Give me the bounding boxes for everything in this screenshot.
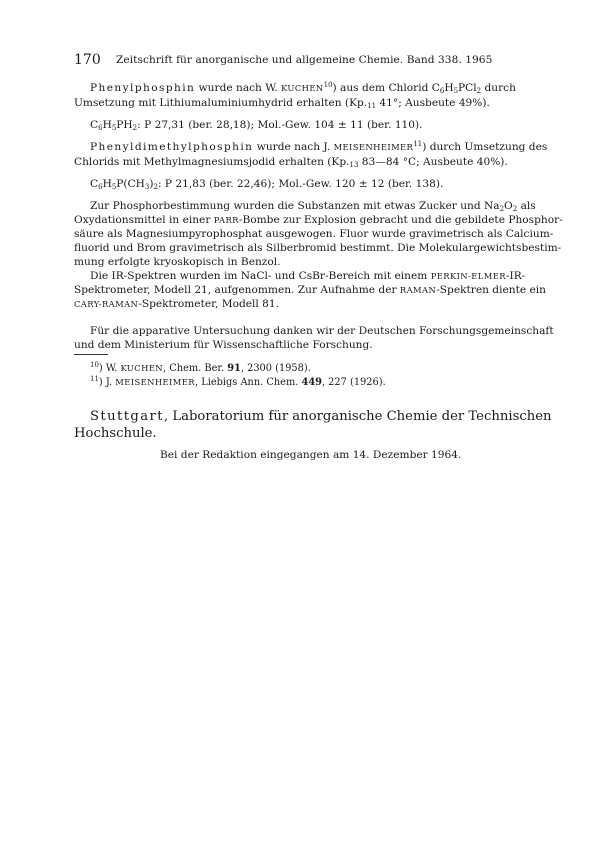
acknowledgement: Für die apparative Untersuchung danken wir der Deutschen Forschungsgemeinschaft bbox=[90, 325, 554, 337]
text: P(CH bbox=[116, 178, 145, 190]
text: , Liebigs Ann. Chem. bbox=[194, 377, 302, 388]
text: Zur Phosphorbestimmung wurden die Substanzen mit etwas Zucker und Na bbox=[90, 200, 500, 212]
text: , Laboratorium für anorganische Chemie der Technischen bbox=[163, 409, 552, 424]
compound-name: Phenylphosphin bbox=[90, 82, 196, 94]
subscript: 13 bbox=[349, 161, 359, 169]
text: wurde nach J. bbox=[253, 141, 334, 153]
paragraph-phenylphosphin bbox=[90, 81, 516, 95]
footnote bbox=[90, 361, 311, 376]
paragraph-line bbox=[74, 283, 546, 297]
text: ) bbox=[149, 178, 154, 190]
text: Chlorids mit Methylmagnesiumsjodid erhalten (Kp. bbox=[74, 156, 350, 168]
subscript: 6 bbox=[98, 183, 103, 191]
volume: 91 bbox=[227, 363, 241, 374]
proper-name: PARR bbox=[213, 215, 239, 225]
proper-name: CARY-RAMAN bbox=[74, 299, 139, 309]
paragraph-line bbox=[74, 213, 563, 227]
author-name: MEISENHEIMER bbox=[115, 377, 195, 387]
received-date: Bei der Redaktion eingegangen am 14. Dezember 1964. bbox=[160, 449, 462, 461]
paragraph-phosphor bbox=[90, 199, 536, 213]
city-name: Stuttgart bbox=[90, 409, 164, 424]
subscript: 6 bbox=[98, 124, 103, 132]
subscript: 5 bbox=[111, 124, 117, 132]
paragraph-spectra bbox=[90, 269, 525, 283]
proper-name: PERKIN-ELMER bbox=[430, 271, 506, 281]
text: 83—84 °C; Ausbeute 40%). bbox=[358, 156, 508, 168]
text: Die IR-Spektren wurden im NaCl- und CsBr-Bereich mit einem bbox=[90, 270, 431, 282]
institution bbox=[90, 408, 552, 425]
subscript: 2 bbox=[153, 183, 158, 191]
compound-name: Phenyldimethylphosphin bbox=[90, 141, 254, 153]
text: C bbox=[90, 178, 99, 190]
paragraph-line bbox=[74, 155, 508, 169]
text: , 2300 (1958). bbox=[240, 363, 311, 374]
text: als bbox=[517, 200, 536, 212]
text: durch bbox=[481, 82, 516, 94]
text: -Bombe zur Explosion gebracht und die gebildete Phosphor- bbox=[238, 214, 563, 226]
paragraph-line bbox=[74, 96, 490, 110]
institution-line: Hochschule. bbox=[74, 426, 157, 441]
running-title: Zeitschrift für anorganische und allgemeine Chemie. Band 338. 1965 bbox=[116, 54, 493, 66]
text: Umsetzung mit Lithiumaluminiumhydrid erhalten (Kp. bbox=[74, 97, 368, 109]
proper-name: RAMAN bbox=[399, 285, 437, 295]
footnote-number: 10 bbox=[90, 361, 99, 369]
subscript: 2 bbox=[512, 205, 518, 213]
acknowledgement-line: und dem Ministerium für Wissenschaftliche Forschung. bbox=[74, 339, 373, 351]
text: 41°; Ausbeute 49%). bbox=[376, 97, 490, 109]
footnote bbox=[90, 375, 386, 390]
author-name: KUCHEN bbox=[281, 83, 324, 93]
subscript: 2 bbox=[499, 205, 505, 213]
author-name: MEISENHEIMER bbox=[333, 142, 414, 152]
text: O bbox=[504, 200, 513, 212]
text: ) durch Umsetzung des bbox=[422, 141, 548, 153]
footnote-number: 11 bbox=[90, 375, 99, 383]
page-number: 170 bbox=[74, 52, 101, 68]
text: ) aus dem Chlorid C bbox=[332, 82, 440, 94]
subscript: 2 bbox=[132, 124, 138, 132]
text: -Spektren diente ein bbox=[436, 284, 546, 296]
subscript: 6 bbox=[439, 87, 445, 95]
text: wurde nach W. bbox=[195, 82, 282, 94]
text: : P 27,31 (ber. 28,18); Mol.-Gew. 104 ± 11 (ber. 110). bbox=[137, 119, 423, 131]
footnote-divider bbox=[74, 354, 108, 355]
text: -IR- bbox=[505, 270, 526, 282]
text: -Spektrometer, Modell 81. bbox=[138, 298, 279, 310]
footnote-ref: 10 bbox=[323, 81, 333, 89]
volume: 449 bbox=[301, 377, 322, 388]
subscript: 2 bbox=[476, 87, 482, 95]
text: H bbox=[444, 82, 454, 94]
text: : P 21,83 (ber. 22,46); Mol.-Gew. 120 ± 12 (ber. 138). bbox=[157, 178, 444, 190]
text: Spektrometer, Modell 21, aufgenommen. Zur Aufnahme der bbox=[74, 284, 400, 296]
text: H bbox=[102, 178, 112, 190]
analysis-line bbox=[90, 118, 423, 132]
subscript: 5 bbox=[453, 87, 459, 95]
text: , 227 (1926). bbox=[321, 377, 386, 388]
text: , Chem. Ber. bbox=[163, 363, 228, 374]
subscript: 5 bbox=[111, 183, 117, 191]
text: H bbox=[102, 119, 112, 131]
subscript: 11 bbox=[367, 102, 377, 110]
paragraph-line: säure als Magnesiumpyrophosphat ausgewogen. Fluor wurde gravimetrisch als Calcium- bbox=[74, 228, 554, 240]
text: PCl bbox=[458, 82, 477, 94]
paragraph-phenyldimethylphosphin bbox=[90, 140, 547, 154]
text: C bbox=[90, 119, 99, 131]
footnote-ref: 11 bbox=[413, 140, 423, 148]
text: ) J. bbox=[98, 377, 116, 388]
analysis-line bbox=[90, 177, 443, 191]
text: ) W. bbox=[98, 363, 121, 374]
paragraph-line: fluorid und Brom gravimetrisch als Silberbromid bestimmt. Die Molekulargewichtsbestim- bbox=[74, 242, 562, 254]
text: PH bbox=[116, 119, 133, 131]
paragraph-line bbox=[74, 297, 279, 311]
author-name: KUCHEN bbox=[120, 363, 164, 373]
paragraph-line: mung erfolgte kryoskopisch in Benzol. bbox=[74, 256, 281, 268]
subscript: 3 bbox=[144, 183, 150, 191]
text: Oxydationsmittel in einer bbox=[74, 214, 214, 226]
